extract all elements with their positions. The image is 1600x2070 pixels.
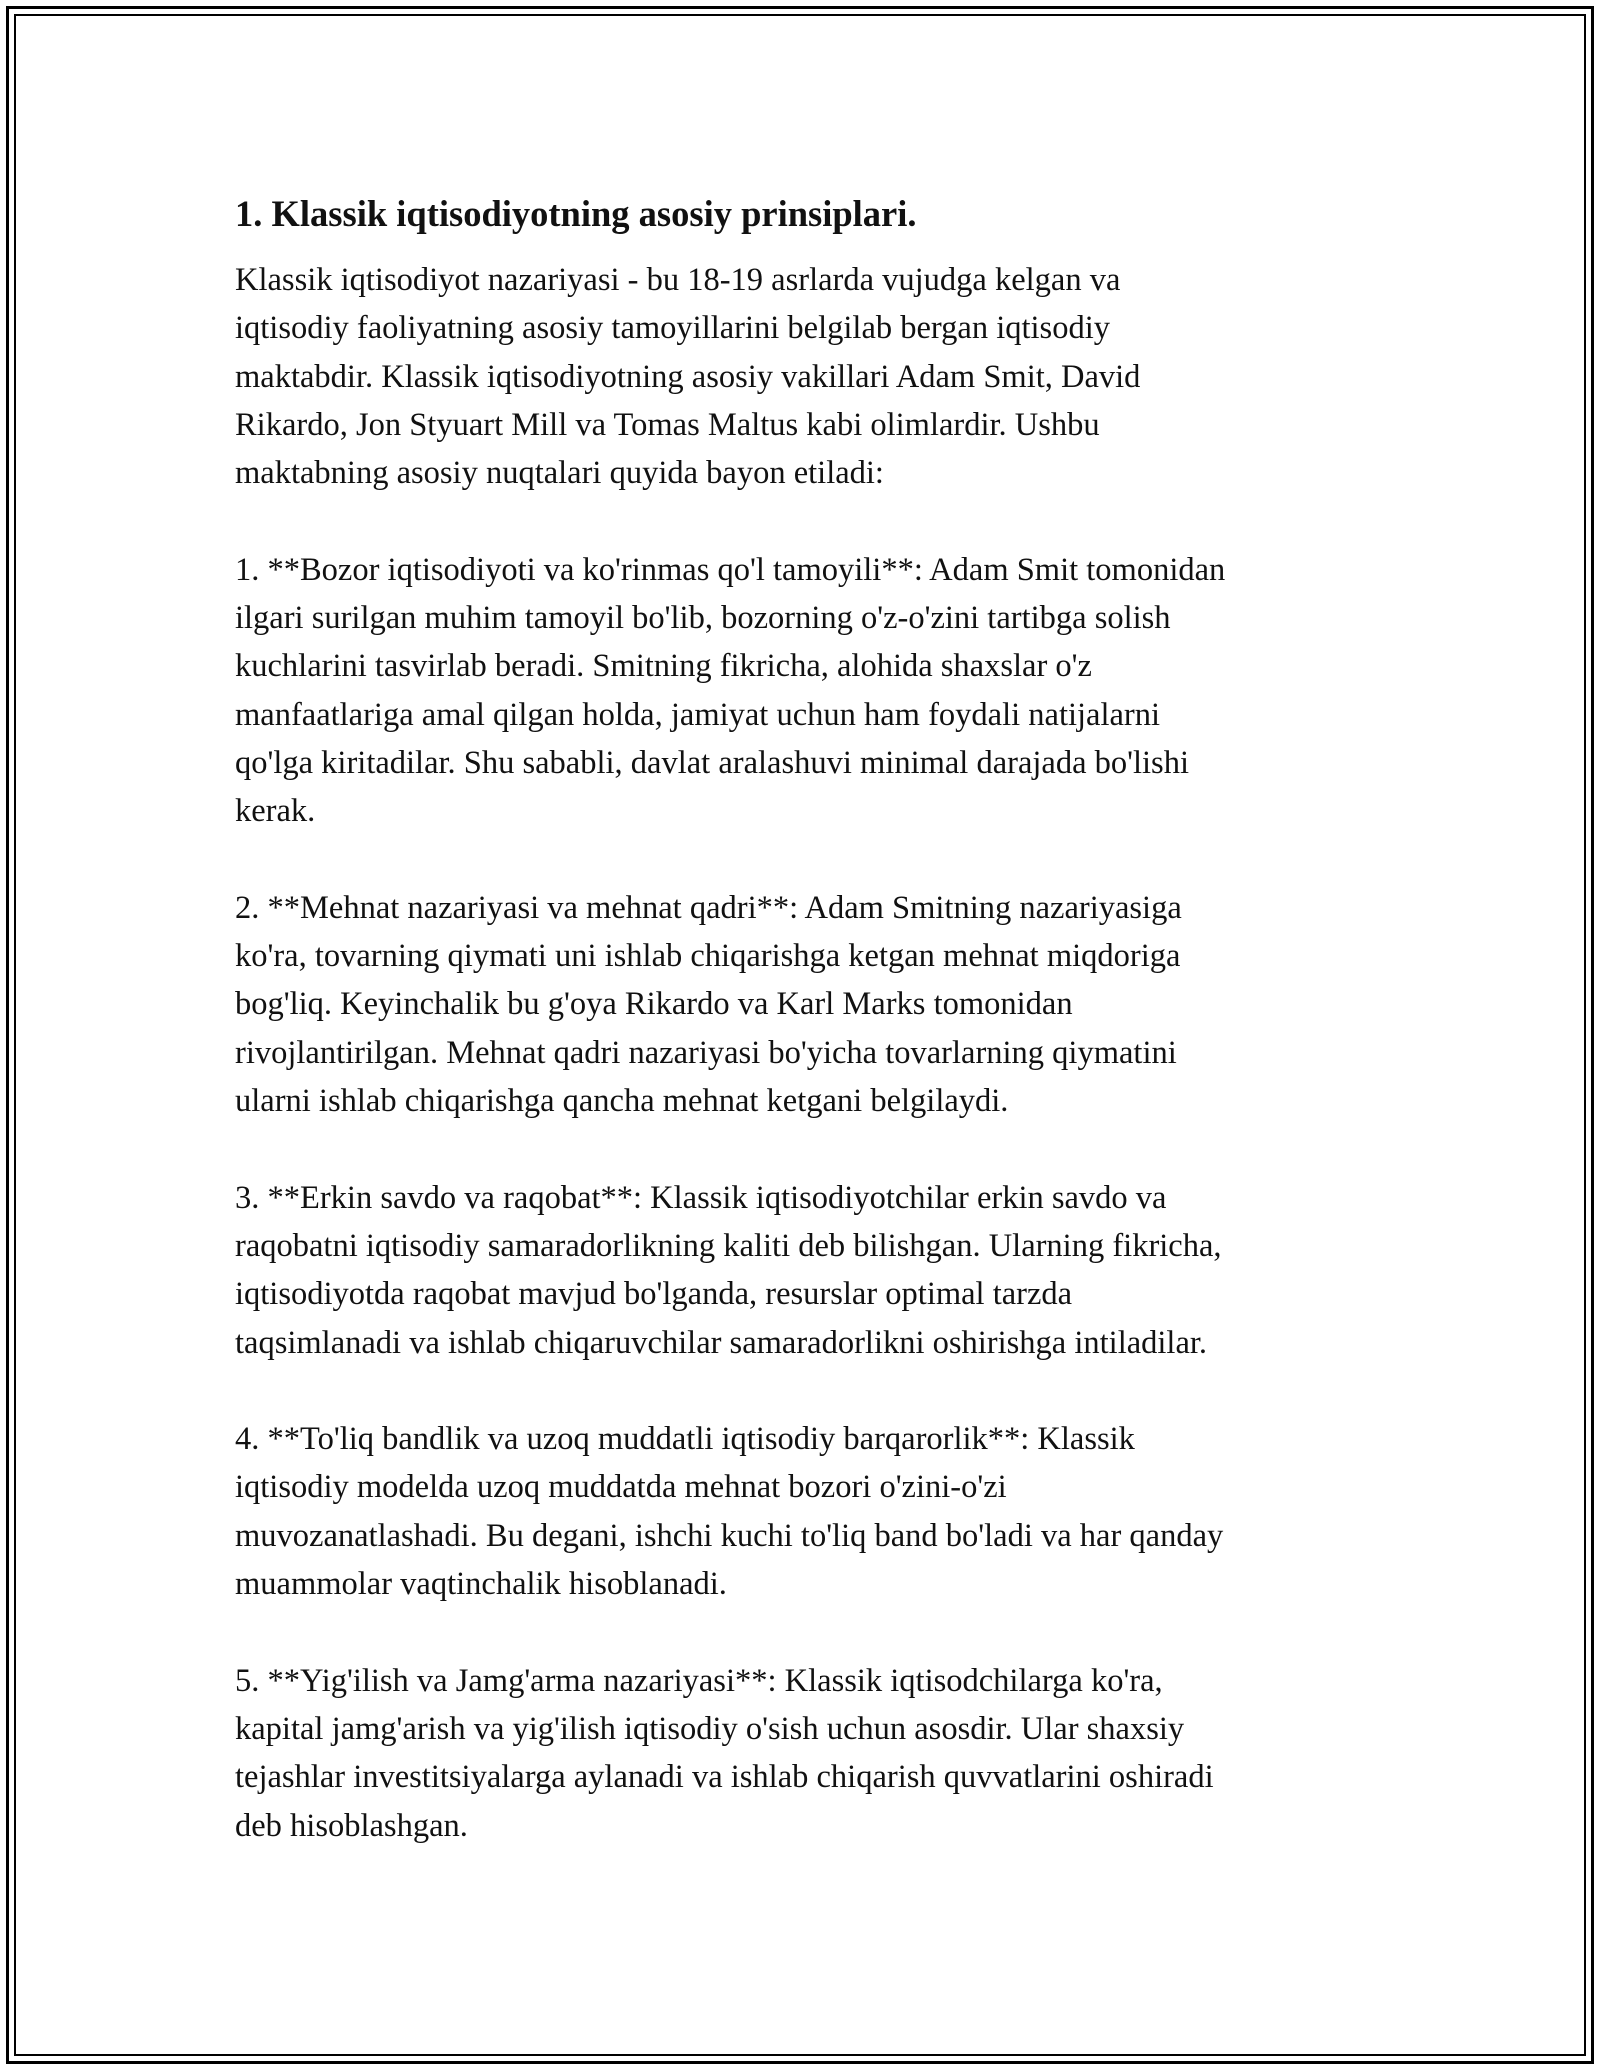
text-line: manfaatlariga amal qilgan holda, jamiyat uchun ham foydali natijalarni [235,696,1161,733]
text-line: rivojlantirilgan. Mehnat qadri nazariyasi bo'yicha tovarlarning qiymatini [235,1034,1177,1071]
text-line: deb hisoblashgan. [235,1807,468,1844]
text-line: 1. **Bozor iqtisodiyoti va ko'rinmas qo'l tamoyili**: Adam Smit tomonidan [235,551,1226,588]
text-line: kerak. [235,793,316,830]
text-line: tejashlar investitsiyalarga aylanadi va ishlab chiqarish quvvatlarini oshiradi [235,1759,1214,1796]
text-line: kuchlarini tasvirlab beradi. Smitning fikricha, alohida shaxslar o'z [235,648,1092,685]
text-line: 3. **Erkin savdo va raqobat**: Klassik iqtisodiyotchilar erkin savdo va [235,1179,1167,1216]
document-body [235,188,1365,1898]
text-line: Klassik iqtisodiyot nazariyasi - bu 18-19 asrlarda vujudga kelgan va [235,262,1121,298]
text-line: muvozanatlashadi. Bu degani, ishchi kuchi to'liq band bo'ladi va har qanday [235,1517,1224,1554]
text-line: Rikardo, Jon Styuart Mill va Tomas Maltus kabi olimlardir. Ushbu [235,406,1100,443]
text-line: ularni ishlab chiqarishga qancha mehnat ketgani belgilaydi. [235,1083,1009,1120]
section-heading: 1. Klassik iqtisodiyotning asosiy prinsiplari. [235,193,917,234]
text-line: iqtisodiy faoliyatning asosiy tamoyillarini belgilab bergan iqtisodiy [235,310,1110,347]
text-line: 4. **To'liq bandlik va uzoq muddatli iqtisodiy barqarorlik**: Klassik [235,1421,1135,1458]
text-line: 2. **Mehnat nazariyasi va mehnat qadri**: Adam Smitning nazariyasiga [235,889,1182,926]
principle-1-paragraph [235,546,1365,836]
text-line: ilgari surilgan muhim tamoyil bo'lib, bozorning o'z-o'zini tartibga solish [235,600,1171,637]
text-line: qo'lga kiritadilar. Shu sababli, davlat aralashuvi minimal darajada bo'lishi [235,744,1189,781]
text-line: bog'liq. Keyinchalik bu g'oya Rikardo va Karl Marks tomonidan [235,986,1073,1023]
text-line: maktabning asosiy nuqtalari quyida bayon etiladi: [235,455,884,492]
principle-5-paragraph [235,1657,1365,1850]
text-line: taqsimlanadi va ishlab chiqaruvchilar samaradorlikni oshirishga intiladilar. [235,1324,1208,1361]
text-line: maktabdir. Klassik iqtisodiyotning asosiy vakillari Adam Smit, David [235,358,1141,395]
text-line: ko'ra, tovarning qiymati uni ishlab chiqarishga ketgan mehnat miqdoriga [235,938,1181,975]
text-line: iqtisodiy modelda uzoq muddatda mehnat bozori o'zini-o'zi [235,1469,1007,1506]
text-line: 5. **Yig'ilish va Jamg'arma nazariyasi**: Klassik iqtisodchilarga ko'ra, [235,1662,1163,1699]
principle-4-paragraph [235,1415,1365,1608]
text-line: muammolar vaqtinchalik hisoblanadi. [235,1566,727,1603]
text-line: iqtisodiyotda raqobat mavjud bo'lganda, resurslar optimal tarzda [235,1276,1073,1313]
text-line: raqobatni iqtisodiy samaradorlikning kaliti deb bilishgan. Ularning fikricha, [235,1227,1222,1264]
principle-2-paragraph [235,884,1365,1125]
intro-paragraph [235,256,1365,497]
principle-3-paragraph [235,1174,1365,1367]
text-line: kapital jamg'arish va yig'ilish iqtisodiy o'sish uchun asosdir. Ular shaxsiy [235,1710,1185,1747]
